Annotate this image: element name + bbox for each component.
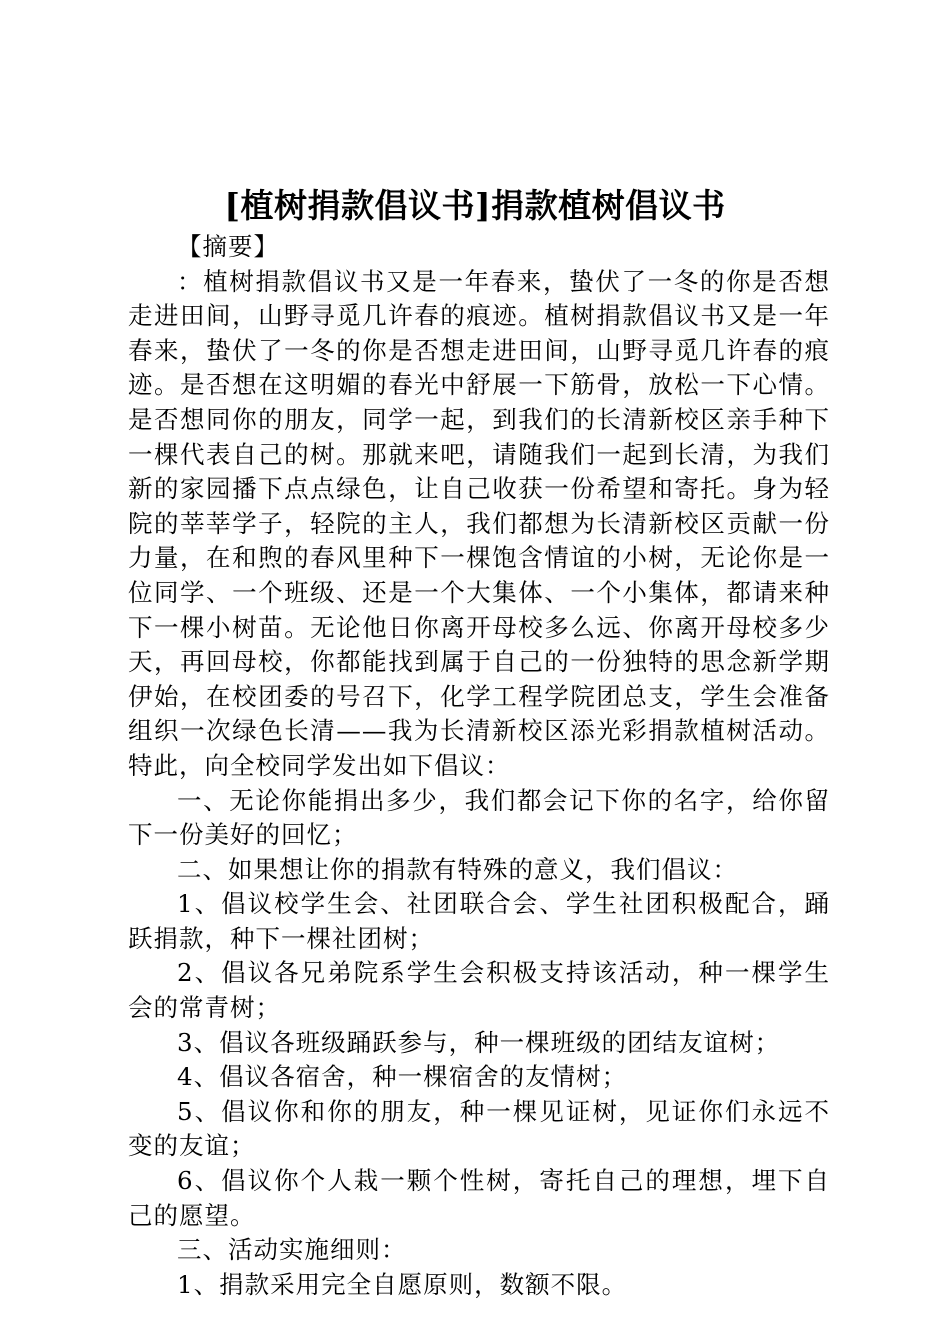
paragraph-point-1: 一、无论你能捐出多少，我们都会记下你的名字，给你留下一份美好的回忆；: [128, 785, 830, 850]
paragraph-point-2: 二、如果想让你的捐款有特殊的意义，我们倡议：: [177, 854, 738, 884]
paragraph-point-2-item-5: 5、倡议你和你的朋友，种一棵见证树，见证你们永远不变的友谊；: [128, 1096, 830, 1161]
abstract-paragraph: ：植树捐款倡议书又是一年春来，蛰伏了一冬的你是否想走进田间，山野寻觅几许春的痕迹。植树捐款倡议书又是一年春来，蛰伏了一冬的你是否想走进田间，山野寻觅几许春的痕迹。是否想在这明媚的春光中舒展一下筋骨，放松一下心情。是否想同你的朋友，同学一起，到我们的长清新校区亲手种下一棵代表自己的树。那就来吧，请随我们一起到长清，为我们新的家园播下点点绿色，让自己收获一份希望和寄托。身为轻院的莘莘学子，轻院的主人，我们都想为长清新校区贡献一份力量，在和煦的春风里种下一棵饱含情谊的小树，无论你是一位同学、一个班级、还是一个大集体、一个小集体，都请来种下一棵小树苗。无论他日你离开母校多么远、你离开母校多少天，再回母校，你都能找到属于自己的一份独特的思念新学期伊始，在校团委的号召下，化学工程学院团总支，学生会准备组织一次绿色长清——我为长清新校区添光彩捐款植树活动。特此，向全校同学发出如下倡议：: [128, 266, 830, 780]
paragraph-point-2-item-3: 3、倡议各班级踊跃参与，种一棵班级的团结友谊树；: [177, 1027, 781, 1057]
paragraph-point-3: 三、活动实施细则：: [177, 1235, 407, 1265]
paragraph-point-2-item-6: 6、倡议你个人栽一颗个性树，寄托自己的理想，埋下自己的愿望。: [128, 1166, 830, 1230]
document-title: [植树捐款倡议书]捐款植树倡议书: [224, 186, 726, 225]
paragraph-point-3-item-1: 1、捐款采用完全自愿原则，数额不限。: [177, 1269, 628, 1299]
paragraph-point-2-item-2: 2、倡议各兄弟院系学生会积极支持该活动，种一棵学生会的常青树；: [128, 958, 830, 1023]
paragraph-point-2-item-1: 1、倡议校学生会、社团联合会、学生社团积极配合，踊跃捐款，种下一棵社团树；: [128, 889, 830, 953]
abstract-label: 【摘要】: [177, 232, 279, 261]
document-body: [128, 230, 830, 1302]
paragraph-point-2-item-4: 4、倡议各宿舍，种一棵宿舍的友情树；: [177, 1062, 628, 1092]
